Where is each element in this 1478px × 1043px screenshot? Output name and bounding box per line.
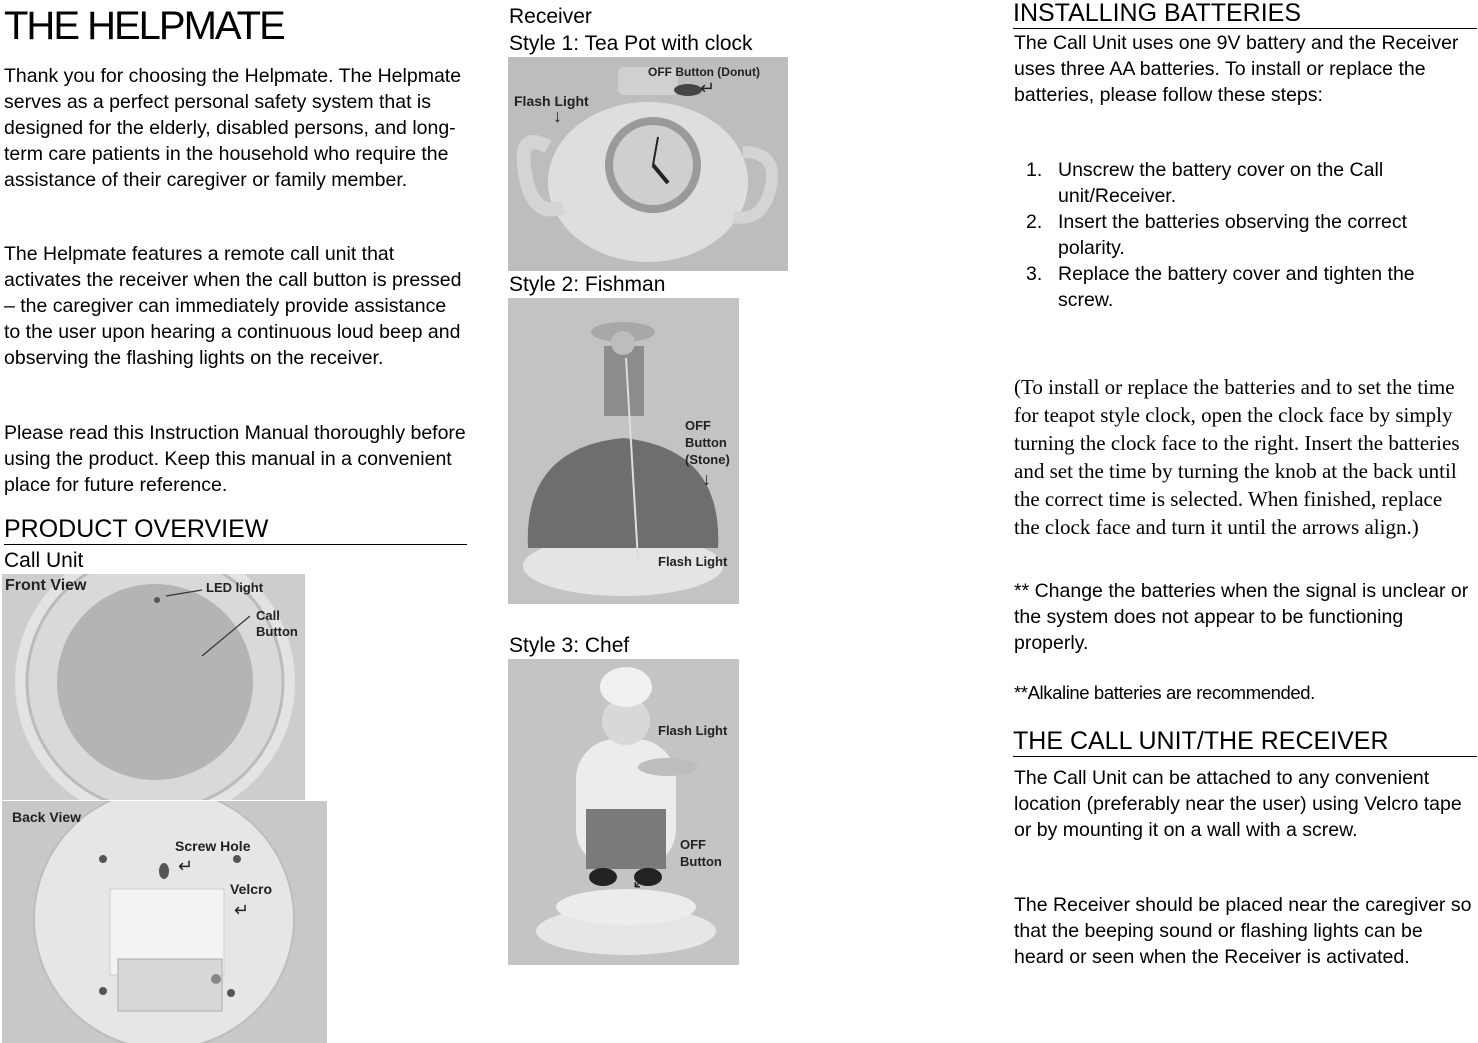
- fishman-off-arrow-icon: ↓: [702, 469, 711, 489]
- battery-steps-list: [1014, 157, 1474, 313]
- call-unit-back-illustration: [2, 801, 327, 1043]
- teapot-flash-arrow-icon: ↓: [553, 106, 562, 126]
- alkaline-note: **Alkaline batteries are recommended.: [1014, 682, 1315, 703]
- product-overview-heading: PRODUCT OVERVIEW: [4, 514, 467, 545]
- screw-hole-label: Screw Hole: [175, 838, 251, 854]
- intro-paragraph-3: Please read this Instruction Manual thoroughly before using the product. Keep this manual in a convenient place for future reference.: [4, 422, 466, 496]
- style1-caption: Style 1: Tea Pot with clock: [509, 32, 753, 55]
- call-button-label: Button: [256, 624, 298, 639]
- page-title: THE HELPMATE: [4, 4, 284, 48]
- installing-batteries-heading: INSTALLING BATTERIES: [1013, 0, 1477, 29]
- chef-off-label: OFF: [680, 837, 706, 852]
- batteries-intro: The Call Unit uses one 9V battery and the Receiver uses three AA batteries. To install or replace the batteries, please follow these steps:: [1014, 32, 1459, 106]
- chef-flash-light-label: Flash Light: [658, 723, 728, 738]
- receiver-paragraph: The Receiver should be placed near the caregiver so that the beeping sound or flashing lights can be heard or seen when the Receiver is activated.: [1014, 894, 1472, 968]
- fishman-stone-label: (Stone): [685, 452, 730, 467]
- call-label: Call: [256, 608, 280, 623]
- call-unit-paragraph: The Call Unit can be attached to any convenient location (preferably near the user) using Velcro tape or by mounting it on a wall with a screw.: [1014, 767, 1462, 841]
- led-light-label: LED light: [206, 580, 264, 595]
- front-view-label: Front View: [5, 577, 87, 594]
- call-unit-front-photo: [2, 574, 305, 800]
- fishman-button-label: Button: [685, 435, 727, 450]
- velcro-arrow-icon: ↵: [234, 900, 250, 920]
- list-item: 1. Unscrew the battery cover on the Call unit/Receiver.: [1026, 159, 1384, 207]
- list-item: 2. Insert the batteries observing the correct polarity.: [1026, 211, 1408, 259]
- change-batteries-note: ** Change the batteries when the signal is unclear or the system does not appear to be functioning properly.: [1014, 580, 1469, 654]
- chef-button-label: Button: [680, 854, 722, 869]
- receiver-label: Receiver: [509, 5, 592, 28]
- velcro-label: Velcro: [230, 881, 273, 897]
- fishman-off-label: OFF: [685, 418, 711, 433]
- teapot-flash-light-label: Flash Light: [514, 93, 589, 109]
- fishman-flash-light-label: Flash Light: [658, 554, 728, 569]
- intro-paragraph-2: The Helpmate features a remote call unit that activates the receiver when the call button is pressed – the caregiver can immediately provide assistance to the user upon hearing a continuous loud beep and observing the flashing lights on the receiver.: [4, 243, 462, 369]
- teapot-off-button-label: OFF Button (Donut): [648, 65, 760, 79]
- teapot-off-arrow-icon: ↵: [700, 78, 716, 98]
- teapot-illustration: [508, 57, 788, 271]
- style2-caption: Style 2: Fishman: [509, 273, 666, 296]
- teapot-receiver-photo: [508, 57, 788, 271]
- back-view-label: Back View: [12, 809, 82, 825]
- style3-caption: Style 3: Chef: [509, 634, 630, 657]
- screw-hole-arrow-icon: ↵: [178, 856, 194, 876]
- call-unit-receiver-heading: THE CALL UNIT/THE RECEIVER: [1013, 726, 1477, 757]
- call-unit-label: Call Unit: [4, 549, 84, 572]
- fishman-receiver-photo: [508, 298, 739, 604]
- call-unit-back-photo: [2, 801, 327, 1043]
- teapot-battery-note: (To install or replace the batteries and to set the time for teapot style clock, open the clock face by simply turning the clock face to the right. Insert the batteries and set the time by turning the knob at the back until the correct time is selected. When finished, replace the clock face and turn it until the arrows align.): [1014, 375, 1460, 539]
- chef-off-arrow-icon: ↙: [632, 872, 648, 892]
- chef-receiver-photo: [508, 659, 739, 965]
- list-item: 3. Replace the battery cover and tighten the screw.: [1026, 263, 1415, 311]
- intro-paragraph-1: Thank you for choosing the Helpmate. The Helpmate serves as a perfect personal safety system that is designed for the elderly, disabled persons, and long-term care patients in the household who require the assistance of their caregiver or family member.: [4, 65, 462, 191]
- chef-illustration: [508, 659, 739, 965]
